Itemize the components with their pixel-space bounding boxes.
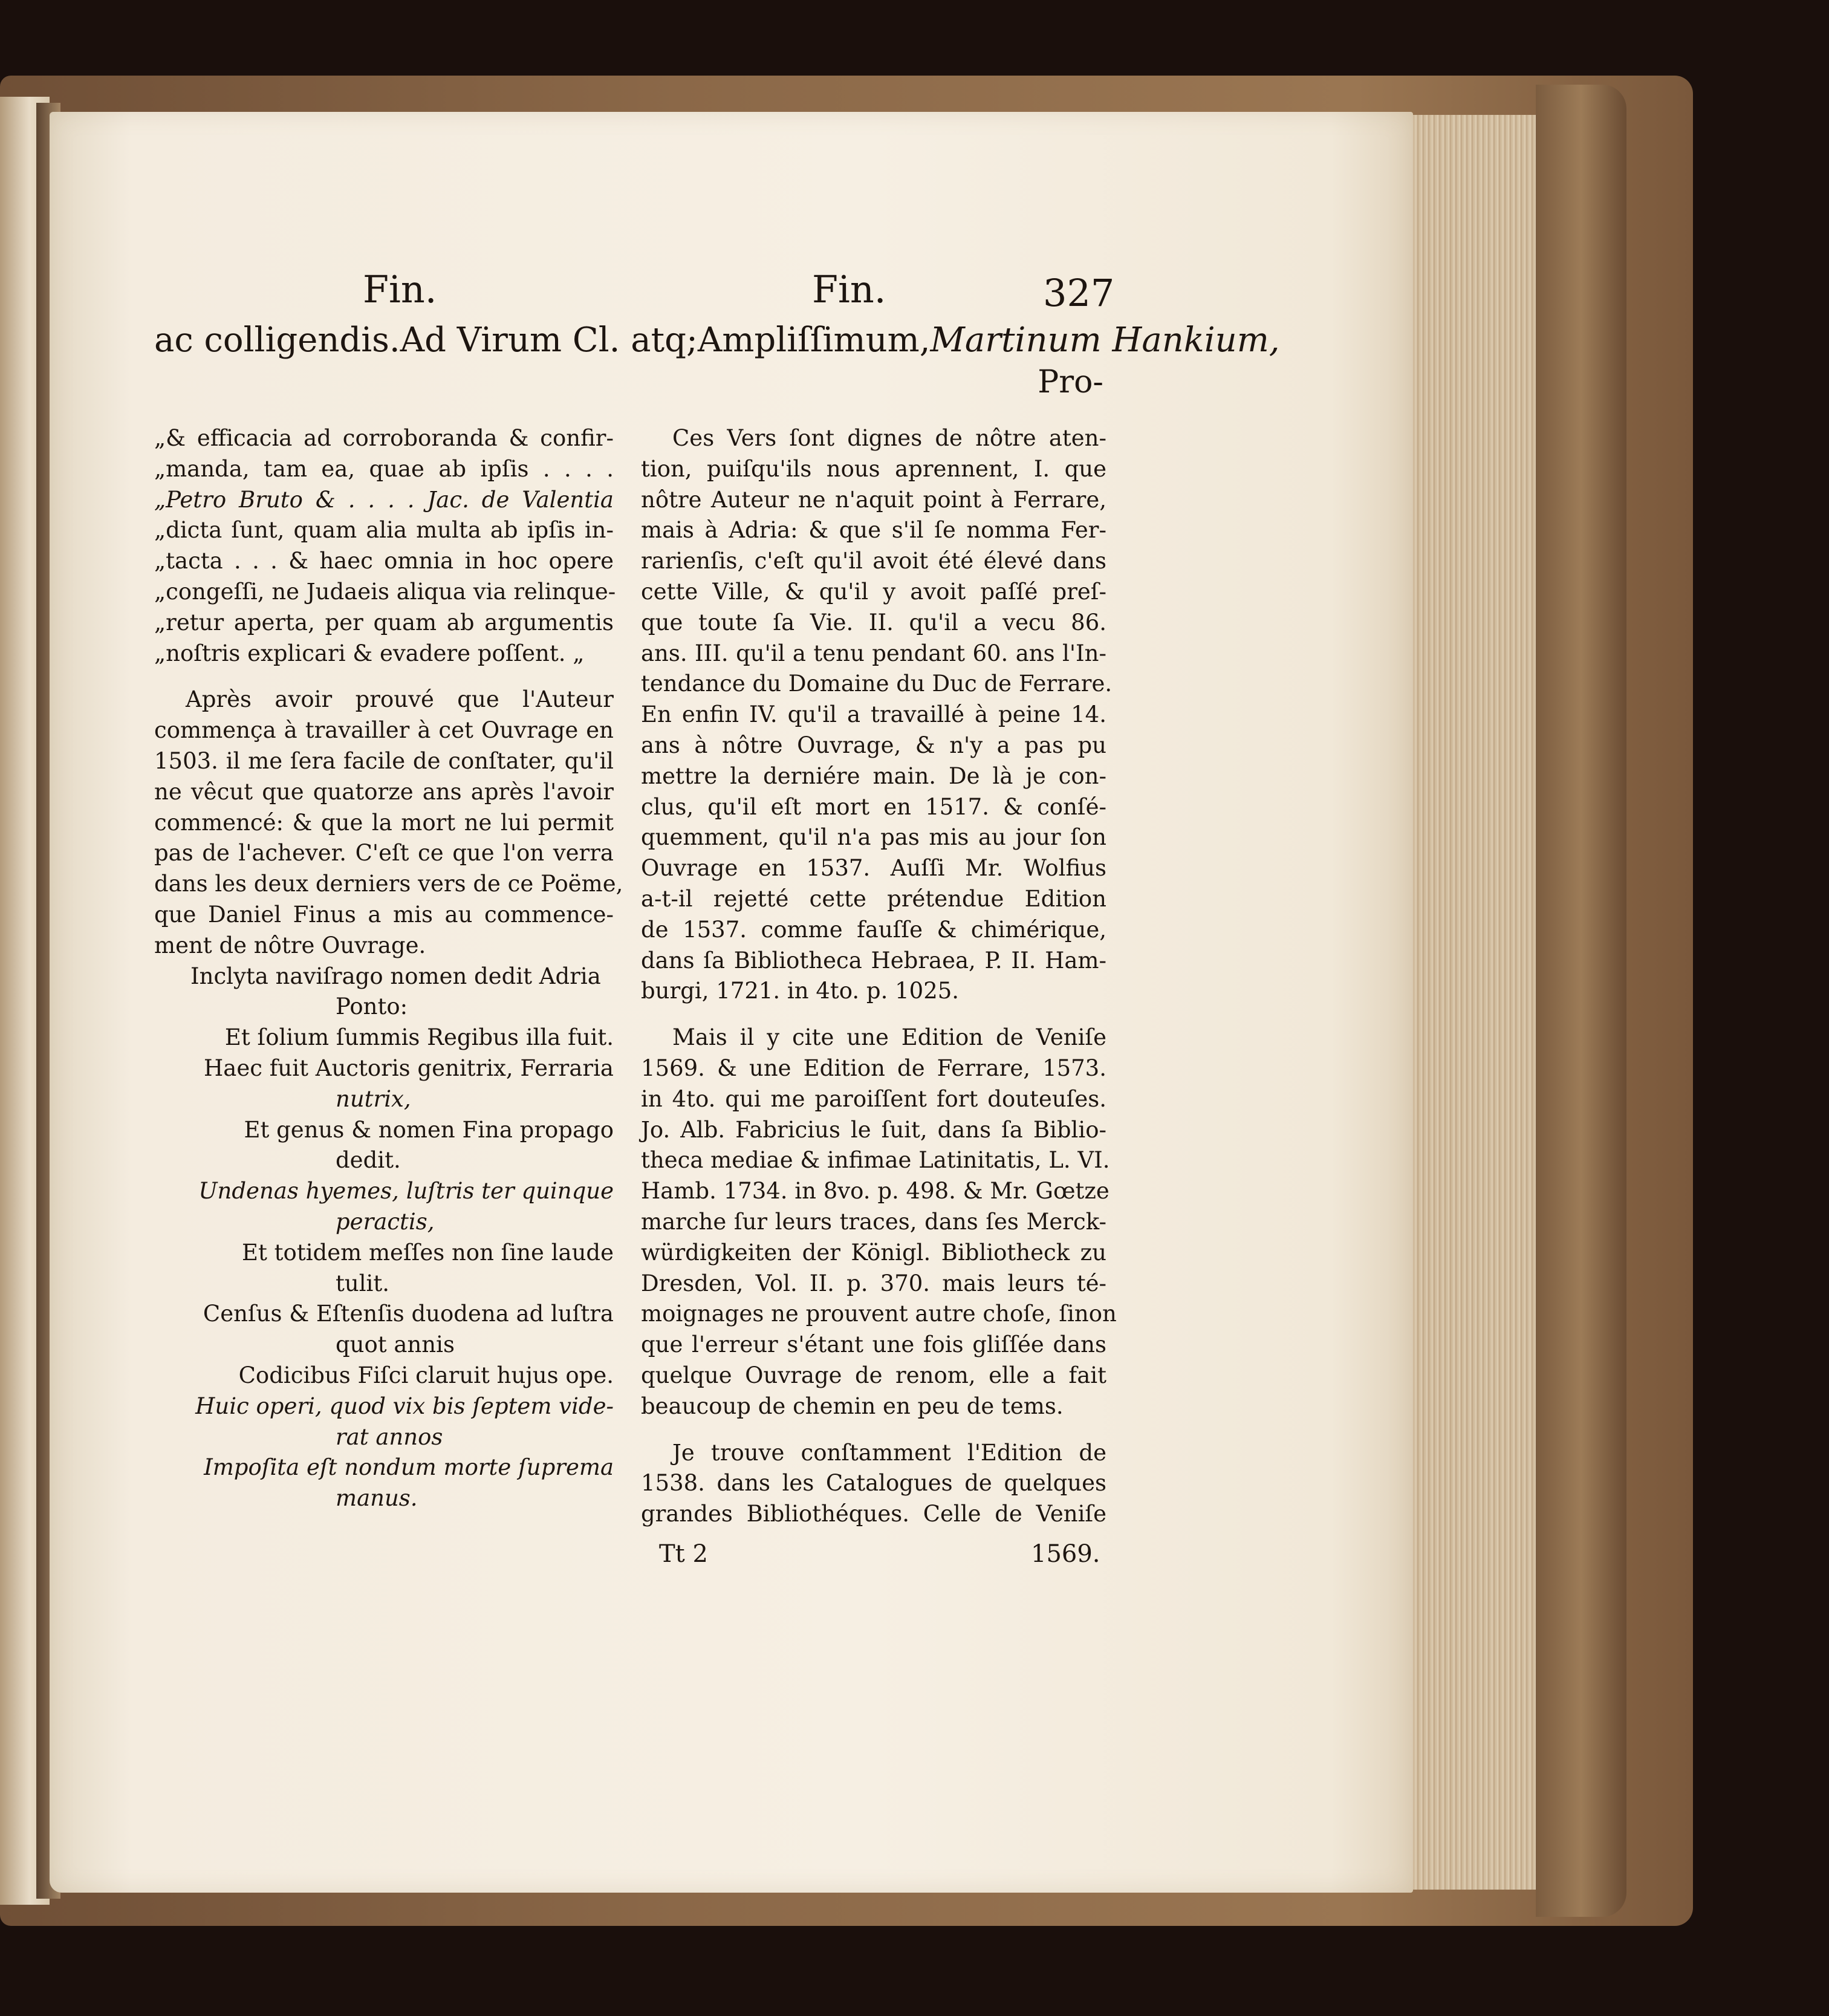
- text-line: in 4to. qui me paroiſſent fort douteuſes.: [641, 1085, 1106, 1112]
- text-line: Et totidem meſſes non ſine laude: [242, 1239, 614, 1266]
- text-line: „retur aperta, per quam ab argumentis: [154, 609, 614, 636]
- page-number: 327: [1043, 271, 1115, 315]
- text-line: grandes Bibliothéques. Celle de Veniſe: [641, 1501, 1106, 1527]
- text-line: mais à Adria: & que s'il ſe nomma Fer-: [641, 517, 1106, 544]
- title-segment-3: Ampliſſimum,: [697, 320, 931, 360]
- text-line: quelque Ouvrage de renom, elle a fait: [641, 1362, 1106, 1388]
- title-line: [154, 320, 1280, 360]
- text-line: Et ſolium ſummis Regibus illa fuit.: [224, 1024, 614, 1051]
- cover-edge: [1536, 85, 1626, 1917]
- paragraph-gap: [154, 669, 614, 684]
- running-head-left: Fin.: [363, 267, 437, 311]
- text-line: a-t-il rejetté cette prétendue Edition: [641, 885, 1106, 912]
- text-line: ne vêcut que quatorze ans après l'avoir: [154, 778, 614, 805]
- text-line: En enfin IV. qu'il a travaillé à peine 14.: [641, 701, 1106, 728]
- text-line: Ouvrage en 1537. Auſſi Mr. Wolfius: [641, 855, 1106, 882]
- text-line: rat annos: [336, 1423, 443, 1450]
- text-line: que Daniel Finus a mis au commence-: [154, 901, 614, 928]
- text-line: que l'erreur s'étant une fois gliſſée dans: [641, 1332, 1106, 1358]
- text-line: Cenſus & Eſtenſis duodena ad luſtra: [203, 1301, 614, 1327]
- text-line: dans les deux derniers vers de ce Poëme,: [154, 871, 623, 897]
- catchword: 1569.: [1031, 1540, 1100, 1568]
- text-line: commença à travailler à cet Ouvrage en: [154, 717, 614, 744]
- text-line: quemment, qu'il n'a pas mis au jour ſon: [641, 824, 1106, 851]
- text-line: Dresden, Vol. II. p. 370. mais leurs té-: [641, 1270, 1106, 1296]
- text-line: „& efficacia ad corroboranda & confir-: [154, 425, 614, 451]
- text-line: tion, puiſqu'ils nous aprennent, I. que: [641, 455, 1106, 482]
- text-line: Hamb. 1734. in 8vo. p. 498. & Mr. Gœtze: [641, 1178, 1109, 1205]
- text-line: würdigkeiten der Königl. Bibliotheck zu: [641, 1239, 1106, 1266]
- right-text-column: [641, 423, 1117, 1530]
- text-line: beaucoup de chemin en peu de tems.: [641, 1393, 1064, 1419]
- text-line: marche ſur leurs traces, dans ſes Merck-: [641, 1208, 1106, 1235]
- text-line: theca mediae & infimae Latinitatis, L. VI.: [641, 1147, 1110, 1174]
- text-line: 1503. il me ſera facile de conſtater, qu'il: [154, 747, 614, 774]
- text-line: Jo. Alb. Fabricius le ſuit, dans ſa Biblio-: [641, 1116, 1106, 1143]
- text-line: Huic operi, quod vix bis ſeptem vide-: [195, 1393, 614, 1419]
- text-line: quot annis: [336, 1332, 455, 1358]
- text-line: ans. III. qu'il a tenu pendant 60. ans l'In-: [641, 640, 1106, 666]
- text-line: moignages ne prouvent autre choſe, ſinon: [641, 1301, 1117, 1327]
- text-line: 1538. dans les Catalogues de quelques: [641, 1470, 1106, 1497]
- text-line: mettre la derniére main. De là je con-: [641, 763, 1106, 789]
- text-line: dedit.: [336, 1147, 401, 1174]
- text-line: rarienſis, c'eſt qu'il avoit été élevé dans: [641, 548, 1106, 574]
- text-line: Je trouve conſtamment l'Edition de: [672, 1439, 1106, 1466]
- text-line: manus.: [336, 1485, 418, 1512]
- text-line: ment de nôtre Ouvrage.: [154, 932, 426, 958]
- text-line: que toute ſa Vie. II. qu'il a vecu 86.: [641, 609, 1106, 636]
- title-segment-4: Martinum Hankium,: [930, 320, 1280, 360]
- text-line: Ces Vers ſont dignes de nôtre aten-: [672, 425, 1106, 451]
- text-line: Undenas hyemes, luſtris ter quinque: [198, 1178, 614, 1205]
- text-line: Mais il y cite une Edition de Veniſe: [672, 1024, 1106, 1051]
- text-line: ans à nôtre Ouvrage, & n'y a pas pu: [641, 732, 1106, 758]
- text-line: burgi, 1721. in 4to. p. 1025.: [641, 978, 960, 1004]
- text-line: Ponto:: [336, 993, 408, 1020]
- running-head-middle: Fin.: [812, 267, 886, 311]
- text-line: „tacta . . . & haec omnia in hoc opere: [154, 548, 614, 574]
- title-segment-1: ac colligendis.: [154, 320, 400, 360]
- text-line: Impoſita eſt nondum morte ſuprema: [204, 1454, 614, 1481]
- title-continuation: Pro-: [1038, 364, 1103, 400]
- text-line: „congeſſi, ne Judaeis aliqua via relinque-: [154, 578, 616, 605]
- page-stack-edges: [1409, 115, 1536, 1890]
- text-line: „Petro Bruto & . . . . Jac. de Valentia: [154, 486, 614, 513]
- text-line: commencé: & que la mort ne lui permit: [154, 809, 614, 836]
- paragraph-gap: [641, 1007, 1106, 1023]
- text-line: Inclyta naviſrago nomen dedit Adria: [190, 963, 601, 989]
- text-line: de 1537. comme fauſſe & chimérique,: [641, 916, 1106, 943]
- text-line: tendance du Domaine du Duc de Ferrare.: [641, 671, 1113, 697]
- text-line: 1569. & une Edition de Ferrare, 1573.: [641, 1055, 1106, 1081]
- text-line: Et genus & nomen Fina propago: [244, 1116, 614, 1143]
- title-segment-2: Ad Virum Cl. atq;: [400, 320, 698, 360]
- left-text-column: [154, 423, 623, 1514]
- text-line: nôtre Auteur ne n'aquit point à Ferrare,: [641, 486, 1106, 513]
- text-line: tulit.: [336, 1270, 389, 1296]
- text-line: clus, qu'il eſt mort en 1517. & conſé-: [641, 793, 1106, 820]
- signature-mark: Tt 2: [659, 1540, 708, 1568]
- text-line: dans ſa Bibliotheca Hebraea, P. II. Ham-: [641, 947, 1106, 974]
- text-line: Haec fuit Auctoris genitrix, Ferraria: [204, 1055, 614, 1081]
- text-line: Codicibus Fiſci claruit hujus ope.: [238, 1362, 614, 1388]
- text-line: cette Ville, & qu'il y avoit paſſé preſ-: [641, 578, 1106, 605]
- paragraph-gap: [641, 1422, 1106, 1438]
- text-line: Après avoir prouvé que l'Auteur: [186, 686, 614, 713]
- text-line: pas de l'achever. C'eſt ce que l'on verra: [154, 840, 614, 867]
- text-line: „manda, tam ea, quae ab ipſis . . . .: [154, 455, 614, 482]
- text-line: peractis,: [336, 1208, 435, 1235]
- text-line: „dicta ſunt, quam alia multa ab ipſis in-: [154, 517, 614, 544]
- text-line: „noſtris explicari & evadere poſſent. „: [154, 640, 585, 666]
- text-line: nutrix,: [336, 1085, 411, 1112]
